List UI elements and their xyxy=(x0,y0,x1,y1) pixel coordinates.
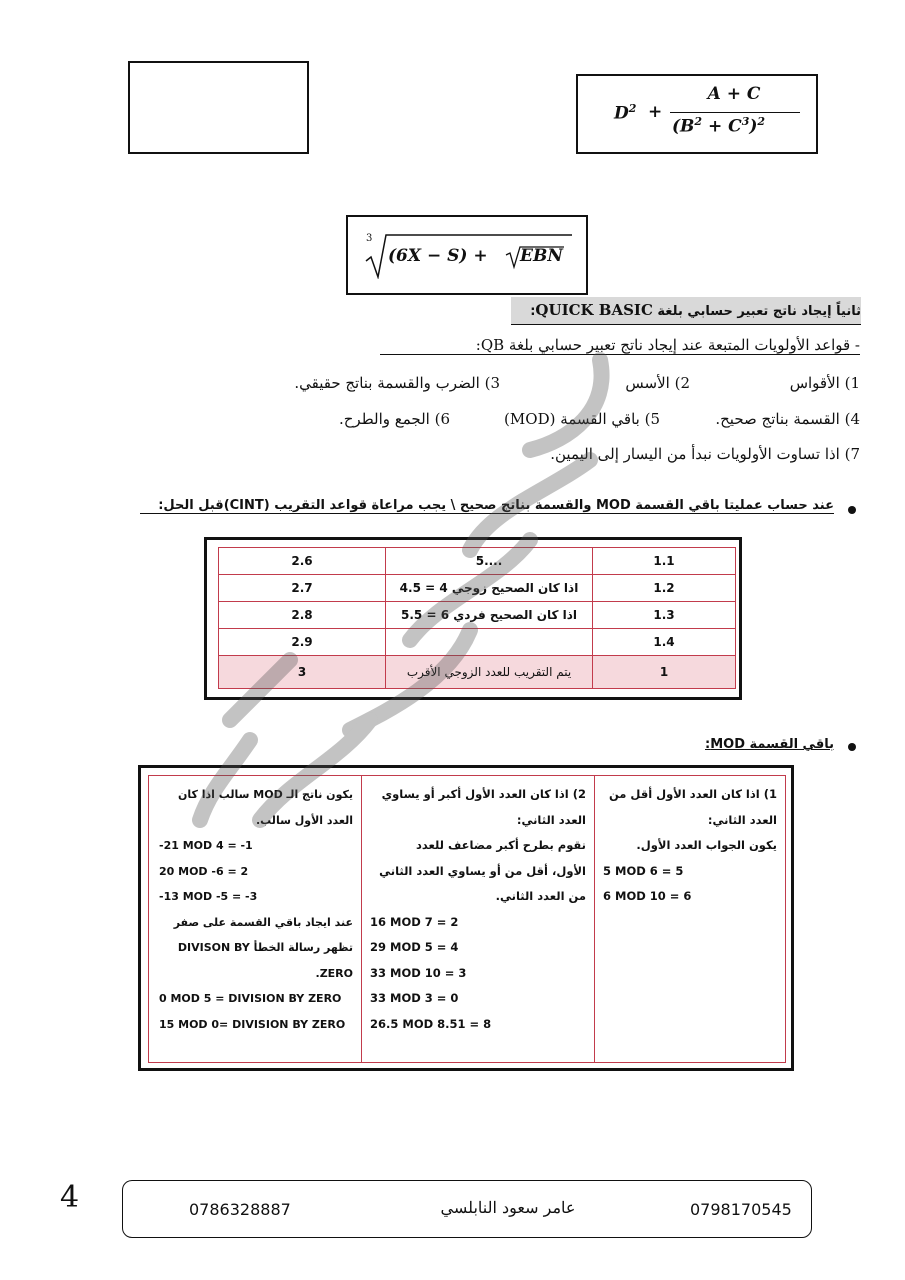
inner-root-text: EBN xyxy=(520,246,563,266)
footer-phone-left: 0786328887 xyxy=(189,1200,291,1219)
footer-phone-right: 0798170545 xyxy=(690,1200,792,1219)
formula-box-1 xyxy=(576,74,818,154)
rule-7: 7) اذا تساوت الأولويات نبدأ من اليسار إلى اليمين. xyxy=(550,445,860,463)
bullet-2-text: باقي القسمة MOD: xyxy=(705,737,834,752)
footer-box xyxy=(122,1180,812,1238)
formula-box-2 xyxy=(346,215,588,295)
page-number: 4 xyxy=(60,1180,80,1215)
mod-col-2: 2) اذا كان العدد الأول أكبر أو يساوي العدد الثاني: نقوم بطرح أكبر مضاعف للعدد الأول، أقل من أو يساوي العدد الثاني من العدد الثاني. 16 MOD 7 = 2 29 MOD 5 = 4 33 MOD 10 = 3 33 MOD 3 = 0 26.5 MOD 8.51 = 8 xyxy=(362,776,595,1062)
rule-3: 3) الضرب والقسمة بناتج حقيقي. xyxy=(294,374,500,392)
mod-col-1: 1) اذا كان العدد الأول أقل من العدد الثاني: يكون الجواب العدد الأول. 5 MOD 6 = 5 6 MOD 10 = 6 xyxy=(603,787,777,903)
empty-answer-box xyxy=(128,61,309,154)
cint-table xyxy=(218,547,736,689)
table-row: 1.2 اذا كان الصحيح زوجي 4 = 4.5 2.7 xyxy=(219,574,736,601)
rule-4: 4) القسمة بناتج صحيح. xyxy=(715,410,860,428)
rule-5: 5) باقي القسمة (MOD) xyxy=(504,410,660,428)
table-row: 1.3 اذا كان الصحيح فردي 6 = 5.5 2.8 xyxy=(219,601,736,628)
table-row-result: 1 يتم التقريب للعدد الزوجي الأقرب 3 xyxy=(219,655,736,688)
rule-6: 6) الجمع والطرح. xyxy=(338,410,450,428)
bullet-1-text: عند حساب عمليتا باقي القسمة MOD والقسمة بناتج صحيح \ يجب مراعاة قواعد التقريب (CINT)قبل الحل: xyxy=(140,498,834,514)
rule-1: 1) الأقواس xyxy=(789,374,860,392)
formula-1: $D^2$ + A + C $(B^2 + C^3)^2$ xyxy=(614,84,804,146)
bullet-dot-2 xyxy=(848,743,856,751)
section-title: ثانياً إيجاد ناتج تعبير حسابي بلغة QUICK BASIC: xyxy=(511,297,861,325)
table-row: 1.1 ....5 2.6 xyxy=(219,548,736,575)
root-index: 3 xyxy=(366,233,373,244)
rules-heading: - قواعد الأولويات المتبعة عند إيجاد ناتج تعبير حسابي بلغة QB: xyxy=(380,336,860,355)
table-row: 1.4 2.9 xyxy=(219,628,736,655)
mod-col-3: يكون ناتج الـ MOD سالب اذا كان العدد الأول سالب. -21 MOD 4 = -1 20 MOD -6 = 2 -13 MOD -5 = -3 عند ايجاد باقي القسمة على صفر تظهر رسالة الخطأ DIVISON BY ZERO. 0 MOD 5 = DIVISION BY ZERO 15 MOD 0= DIVISION BY ZERO xyxy=(151,776,362,1062)
mod-table xyxy=(148,775,786,1063)
formula-2: (6X − S) + xyxy=(388,246,488,266)
footer-name: عامر سعود النابلسي xyxy=(440,1198,576,1217)
bullet-dot-1 xyxy=(848,506,856,514)
rule-2: 2) الأسس xyxy=(625,374,690,392)
